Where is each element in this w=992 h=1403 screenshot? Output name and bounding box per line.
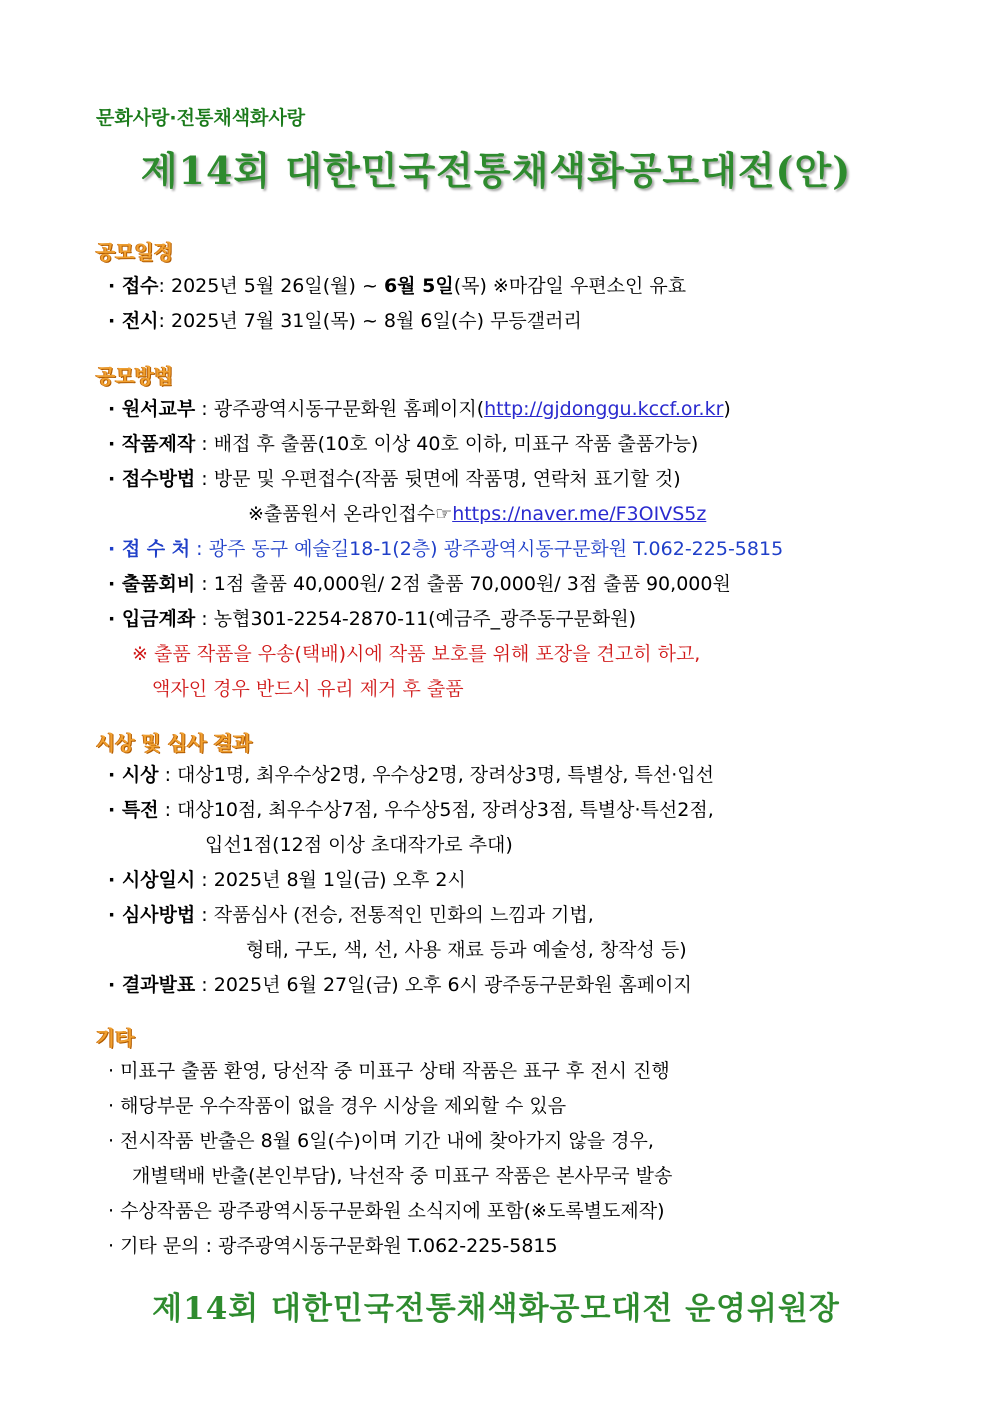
account-label: · 입금계좌: [108, 608, 196, 630]
result-text: : 2025년 6월 27일(금) 오후 6시 광주동구문화원 홈페이지: [195, 974, 692, 996]
awards-date: [108, 868, 466, 892]
make-label: · 작품제작: [108, 433, 196, 455]
account-text: : 농협301-2254-2870-11(예금주_광주동구문화원): [195, 608, 637, 630]
notice-line-1: ※ 출품 작품을 우송(택배)시에 작품 보호를 위해 포장을 견고히 하고,: [132, 643, 701, 665]
method-form: [108, 397, 731, 421]
subtitle: 문화사랑·전통채색화사랑: [96, 107, 306, 129]
page-title: 제14회 대한민국전통채색화공모대전(안): [140, 148, 852, 193]
receipt-text: : 2025년 5월 26일(월) ~: [158, 275, 384, 297]
awards-benefit: [108, 798, 714, 822]
date-label: · 시상일시: [108, 869, 196, 891]
submit-text: : 방문 및 우편접수(작품 뒷면에 작품명, 연락처 표기할 것): [195, 468, 681, 490]
fee-text: : 1점 출품 40,000원/ 2점 출품 70,000원/ 3점 출품 90,000원: [195, 573, 731, 595]
awards-judge-2: 형태, 구도, 색, 선, 사용 재료 등과 예술성, 창작성 등): [246, 939, 687, 961]
etc-item-continued: 개별택배 반출(본인부담), 낙선작 중 미표구 작품은 본사무국 발송: [132, 1165, 673, 1187]
exhibit-text: : 2025년 7월 31일(목) ~ 8월 6일(수) 무등갤러리: [158, 310, 582, 332]
homepage-link[interactable]: http://gjdonggu.kccf.or.kr: [484, 398, 724, 420]
benefit-label: · 특전: [108, 799, 159, 821]
form-label: · 원서교부: [108, 398, 196, 420]
etc-item: · 미표구 출품 환영, 당선작 중 미표구 상태 작품은 표구 후 전시 진행: [108, 1060, 670, 1082]
receipt-deadline: 6월 5일: [383, 275, 454, 297]
section-heading-method: 공모방법: [96, 364, 174, 388]
notice-line-2: 액자인 경우 반드시 유리 제거 후 출품: [152, 678, 464, 700]
form-close: ): [723, 398, 731, 420]
place-text: : 광주 동구 예술길18-1(2층) 광주광역시동구문화원 T.062-225-5815: [190, 538, 784, 560]
method-submit: [108, 467, 681, 491]
submit-label: · 접수방법: [108, 468, 196, 490]
etc-item: · 해당부문 우수작품이 없을 경우 시상을 제외할 수 있음: [108, 1095, 567, 1117]
section-heading-etc: 기타: [96, 1026, 135, 1050]
awards-benefit-2: 입선1점(12점 이상 초대작가로 추대): [205, 834, 513, 856]
online-link[interactable]: https://naver.me/F3OIVS5z: [452, 503, 707, 525]
awards-prize: [108, 763, 714, 787]
receipt-text-end: (목) ※마감일 우편소인 유효: [453, 275, 687, 297]
place-label: · 접 수 처: [108, 538, 191, 560]
etc-item: · 수상작품은 광주광역시동구문화원 소식지에 포함(※도록별도제작): [108, 1200, 665, 1222]
fee-label: · 출품회비: [108, 573, 196, 595]
schedule-exhibit: [108, 309, 582, 333]
method-make: [108, 432, 698, 456]
section-heading-awards: 시상 및 심사 결과: [96, 731, 253, 755]
judge-label: · 심사방법: [108, 904, 196, 926]
exhibit-label: · 전시: [108, 310, 159, 332]
etc-item: · 전시작품 반출은 8월 6일(수)이며 기간 내에 찾아가지 않을 경우,: [108, 1130, 654, 1152]
awards-judge: [108, 903, 594, 927]
online-text: ※출품원서 온라인접수☞: [248, 503, 453, 525]
schedule-receipt: [108, 274, 686, 298]
judge-text: : 작품심사 (전승, 전통적인 민화의 느낌과 기법,: [195, 904, 594, 926]
method-place: [108, 537, 783, 561]
form-text: : 광주광역시동구문화원 홈페이지(: [195, 398, 485, 420]
section-heading-schedule: 공모일정: [96, 240, 174, 264]
date-text: : 2025년 8월 1일(금) 오후 2시: [195, 869, 466, 891]
etc-item: · 기타 문의 : 광주광역시동구문화원 T.062-225-5815: [108, 1235, 558, 1257]
method-account: [108, 607, 636, 631]
footer-signature: 제14회 대한민국전통채색화공모대전 운영위원장: [152, 1291, 840, 1327]
benefit-text: : 대상10점, 최우수상7점, 우수상5점, 장려상3점, 특별상·특선2점,: [158, 799, 714, 821]
method-fee: [108, 572, 731, 596]
prize-text: : 대상1명, 최우수상2명, 우수상2명, 장려상3명, 특별상, 특선·입선: [158, 764, 714, 786]
prize-label: · 시상: [108, 764, 159, 786]
receipt-label: · 접수: [108, 275, 159, 297]
method-online: [248, 502, 706, 526]
make-text: : 배접 후 출품(10호 이상 40호 이하, 미표구 작품 출품가능): [195, 433, 699, 455]
result-label: · 결과발표: [108, 974, 196, 996]
awards-result: [108, 973, 692, 997]
